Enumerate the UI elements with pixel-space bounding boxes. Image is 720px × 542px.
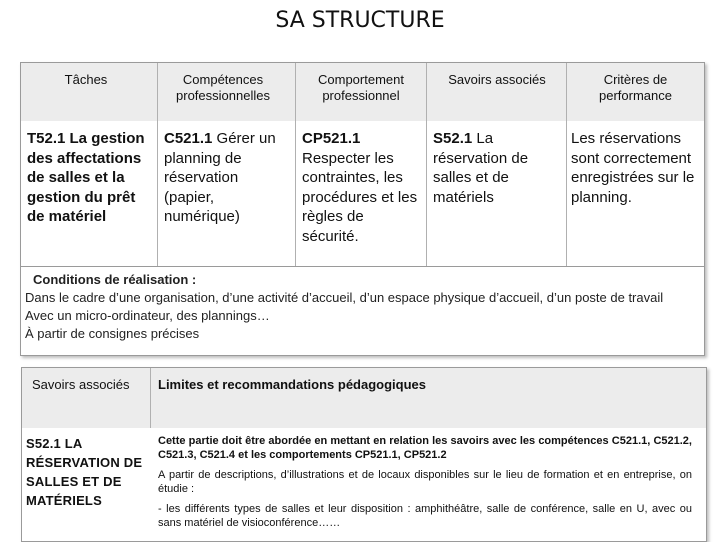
- cell-savoirs: [427, 129, 567, 207]
- header-limites: Limites et recommandations pédagogiques: [158, 377, 426, 392]
- column-divider: [426, 63, 427, 266]
- limites-paragraph: Cette partie doit être abordée en mettant en relation les savoirs avec les compétences C521.1, C521.2, C521.3, C521.4 et les comportements CP521.1, CP521.2: [158, 435, 692, 461]
- header-taches: Tâches: [64, 72, 108, 87]
- table-row: [22, 428, 706, 541]
- limites-paragraph: A partir de descriptions, d’illustrations et de locaux disponibles sur le lieu de formation et en entreprise, on étudie :: [158, 469, 692, 495]
- savoirs-text: La réservation de salles et de matériels: [433, 130, 529, 206]
- header-savoirs-associes: Savoirs associés: [32, 377, 130, 392]
- recommendations-table: [21, 367, 707, 542]
- column-divider: [566, 63, 567, 266]
- column-divider: [295, 63, 296, 266]
- cell-competence: [158, 129, 294, 227]
- cell-savoir: S52.1 LA RÉSERVATION DE SALLES ET DE MATÉRIELS: [26, 436, 143, 508]
- conditions-line: Avec un micro-ordinateur, des plannings…: [25, 308, 270, 323]
- competence-code: C521.1: [164, 130, 213, 147]
- cell-comportement: [296, 129, 426, 246]
- cell-limites: [158, 434, 692, 536]
- conditions-section: [21, 266, 704, 355]
- table-header-row: [22, 368, 706, 428]
- comportement-code: CP521.1: [302, 130, 361, 147]
- limites-paragraph: - les différents types de salles et leur disposition : amphithéâtre, salle de conférence, salle en U, avec ou sans matériel de visioconférence……: [158, 503, 692, 529]
- table-header-row: [21, 63, 704, 121]
- column-divider: [157, 63, 158, 266]
- competency-table: [20, 62, 705, 356]
- competence-text: Gérer un planning de réservation (papier, numérique): [164, 130, 276, 225]
- header-comportement: Comportement professionnel: [318, 72, 404, 103]
- header-criteres: Critères de performance: [599, 72, 672, 103]
- cell-tache: T52.1 La gestion des affectations de salles et la gestion du prêt de matériel: [27, 130, 145, 225]
- comportement-text: Respecter les contraintes, les procédures et les règles de sécurité.: [302, 149, 418, 245]
- cell-criteres: Les réservations sont correctement enregistrées sur le planning.: [571, 130, 695, 206]
- conditions-title: Conditions de réalisation :: [33, 272, 197, 287]
- conditions-line: À partir de consignes précises: [25, 326, 200, 341]
- savoirs-code: S52.1: [433, 130, 473, 147]
- page-title: SA STRUCTURE: [275, 8, 445, 33]
- table-row: [21, 121, 704, 266]
- conditions-line: Dans le cadre d’une organisation, d’une activité d’accueil, d’un espace physique d’accueil, d’un poste de travail: [25, 290, 664, 305]
- header-competences: Compétences professionnelles: [176, 72, 270, 103]
- header-savoirs: Savoirs associés: [448, 72, 546, 87]
